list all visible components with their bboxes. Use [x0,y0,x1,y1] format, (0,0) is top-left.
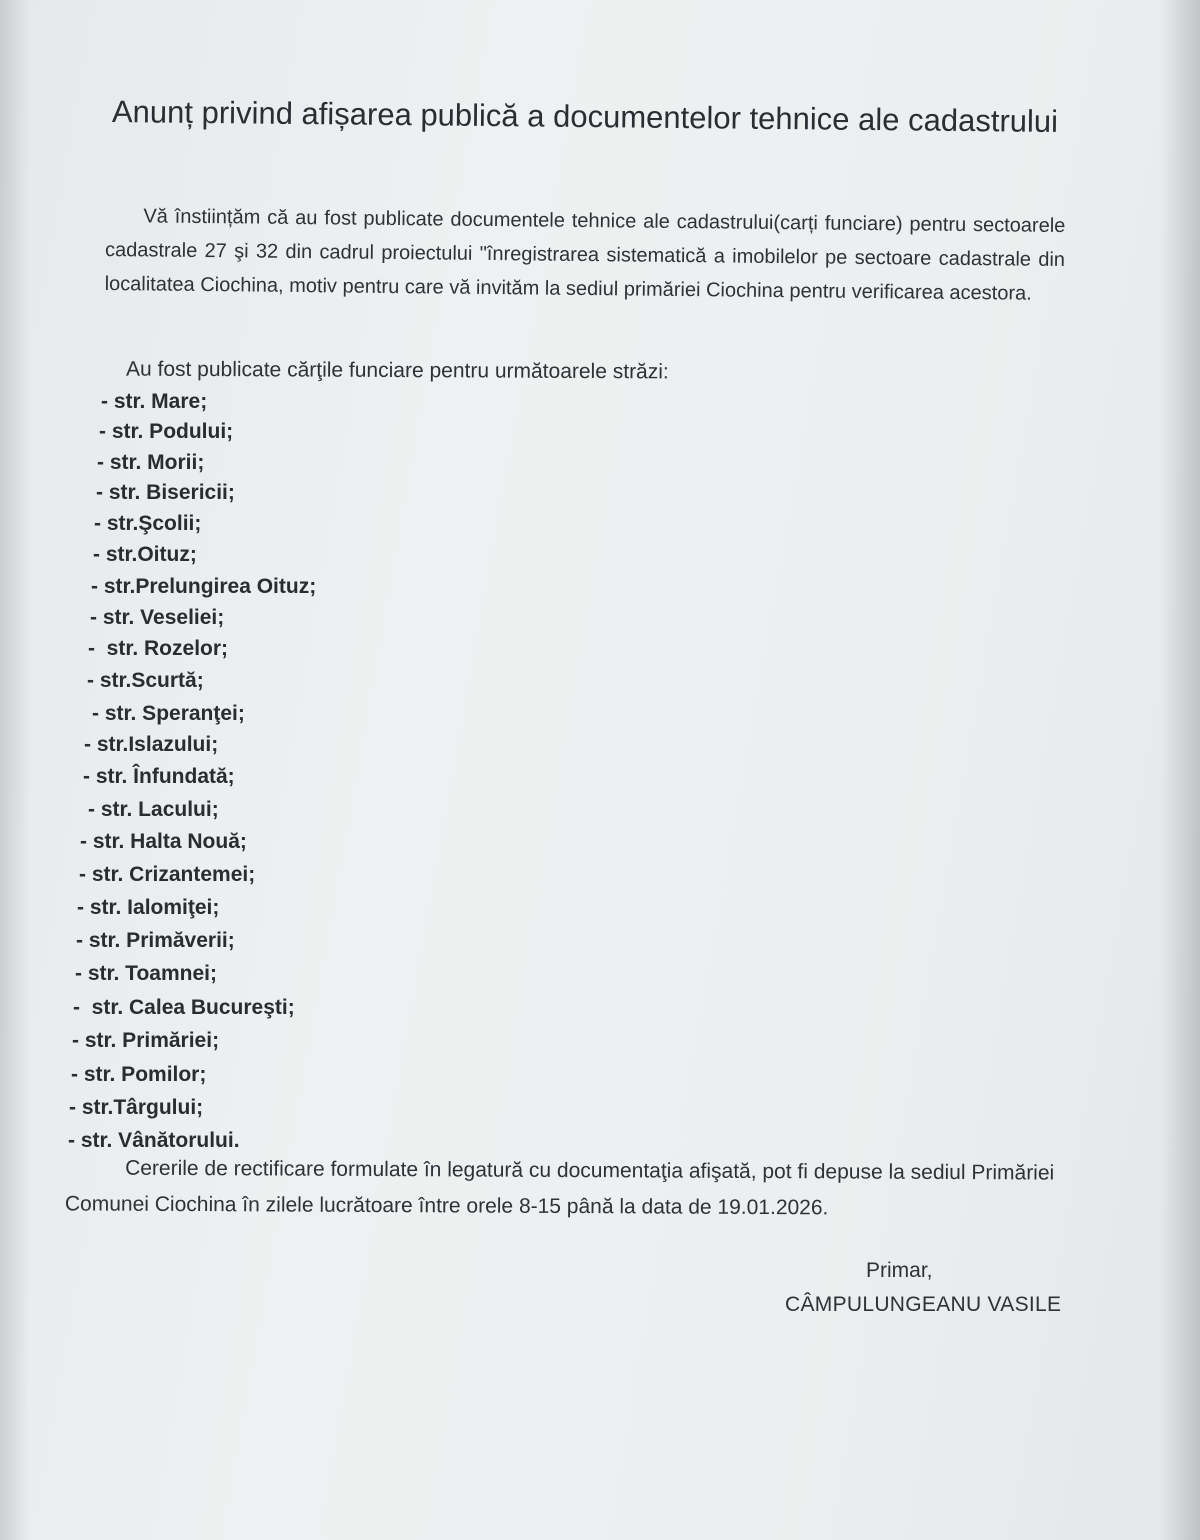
signature-role: Primar, [866,1259,933,1282]
street-item: - str. Înfundată; [83,765,235,788]
street-item: - str. Morii; [97,451,205,474]
street-item: - str. Veseliei; [90,606,225,629]
street-item: - str. Mare; [101,390,208,413]
street-item: - str.Târgului; [69,1096,204,1119]
closing-paragraph: Cererile de rectificare formulate în legatură cu documentaţia afişată, pot fi depuse la sediul Primăriei Comunei Ciochina în zilele lucrătoare între orele 8-15 până la data de 19.01.2026. [64,1156,1055,1220]
street-item: - str. Pomilor; [71,1063,207,1086]
street-item: - str.Scurtă; [87,669,204,692]
street-item: - str.Şcolii; [94,512,202,535]
street-item: - str.Islazului; [84,733,219,756]
street-item: - str.Prelungirea Oituz; [91,575,317,598]
street-item: - str. Lacului; [88,798,219,821]
street-item: - str. Crizantemei; [79,863,256,886]
announcement-title: Anunț privind afișarea publică a documentelor tehnice ale cadastrului [111,94,1059,139]
street-item: - str. Ialomiţei; [77,896,220,919]
street-item: - str. Primăriei; [72,1029,220,1052]
street-item: - str. Speranţei; [92,702,245,725]
street-item: - str. Primăverii; [76,929,235,952]
streets-list-intro: Au fost publicate cărţile funciare pentru următoarele străzi: [125,357,669,384]
street-item: - str. Podului; [99,420,234,443]
street-item: - str. Rozelor; [88,637,229,660]
street-item: - str. Toamnei; [75,962,217,985]
intro-paragraph: Vă înstiințăm că au fost publicate documentele tehnice ale cadastrului(carți funciare) pentru sectoarele cadastrale 27 şi 32 din cadrul proiectului "înregistrarea sistematică a imobilelor pe sectoare cadastrale din localitatea Ciochina, motiv pentru care vă invităm la sediul primăriei Ciochina pentru verificarea acestora. [104,205,1066,305]
signature-name: CÂMPULUNGEANU VASILE [785,1293,1062,1316]
street-item: - str. Halta Nouă; [80,830,247,853]
street-item: - str. Calea Bucureşti; [73,996,295,1019]
street-item: - str. Vânătorului. [68,1129,240,1152]
street-item: - str.Oituz; [93,543,197,566]
street-item: - str. Bisericii; [96,481,235,504]
